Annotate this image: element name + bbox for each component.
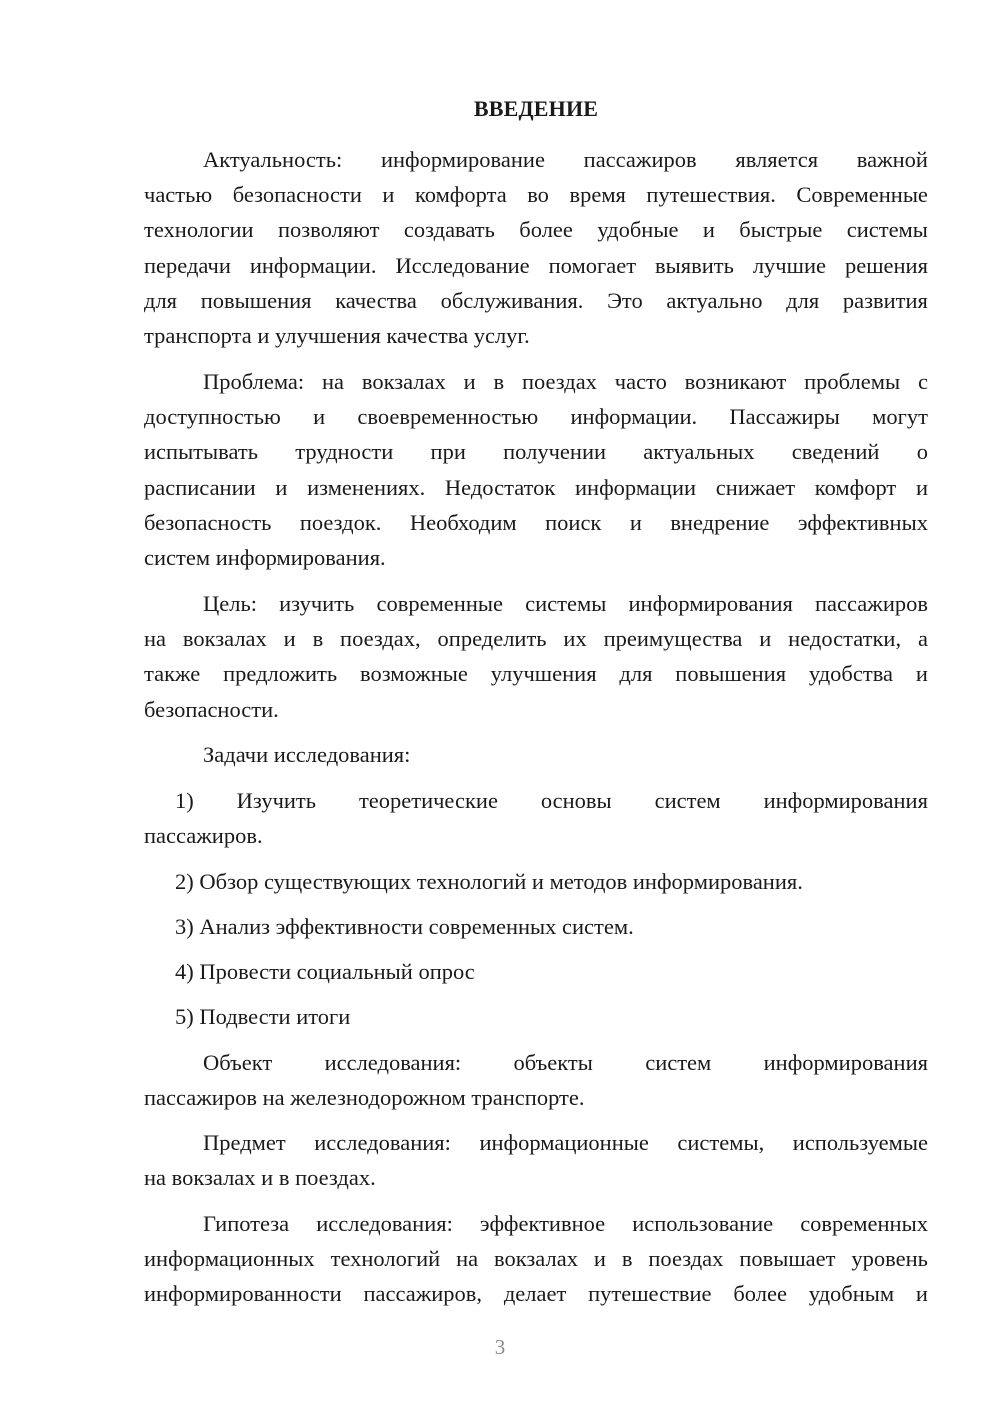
page-number: 3 [494, 1335, 506, 1359]
text-line: транспорта и улучшения качества услуг. [144, 323, 530, 349]
paragraph-subject [144, 1125, 928, 1195]
text-line: Гипотеза исследования: эффективное использование современных [203, 1211, 928, 1236]
text-line: Актуальность: информирование пассажиров является важной [203, 147, 928, 172]
text-line: Проблема: на вокзалах и в поездах часто возникают проблемы с [203, 369, 928, 394]
text-line: для повышения качества обслуживания. Это актуально для развития [144, 287, 928, 313]
text-line: информированности пассажиров, делает путешествие более удобным и [144, 1281, 928, 1307]
paragraph-relevance [144, 142, 928, 353]
text-line: безопасности. [144, 696, 279, 722]
text-line: частью безопасности и комфорта во время путешествия. Современные [144, 182, 928, 208]
text-line: пассажиров на железнодорожном транспорте. [144, 1085, 585, 1111]
text-line: на вокзалах и в поездах, определить их преимущества и недостатки, а [144, 626, 928, 652]
page-title: ВВЕДЕНИЕ [473, 96, 599, 121]
task-item-2: 2) Обзор существующих технологий и методов информирования. [175, 869, 803, 894]
text-line: 1) Изучить теоретические основы систем информирования [175, 788, 928, 813]
text-line: пассажиров. [144, 823, 263, 849]
text-line: систем информирования. [144, 545, 386, 571]
task-item-1 [144, 783, 928, 853]
tasks-heading: Задачи исследования: [203, 742, 411, 767]
text-line: расписании и изменениях. Недостаток информации снижает комфорт и [144, 474, 928, 500]
text-line: Цель: изучить современные системы информирования пассажиров [203, 591, 928, 616]
paragraph-hypothesis [144, 1206, 928, 1312]
text-line: передачи информации. Исследование помогает выявить лучшие решения [144, 252, 928, 278]
text-line: технологии позволяют создавать более удобные и быстрые системы [144, 217, 928, 243]
text-line: доступностью и своевременностью информации. Пассажиры могут [144, 404, 928, 430]
task-item-3: 3) Анализ эффективности современных систем. [175, 914, 634, 939]
task-item-5: 5) Подвести итоги [175, 1004, 351, 1029]
text-line: также предложить возможные улучшения для повышения удобства и [144, 661, 928, 687]
paragraph-goal [144, 586, 928, 727]
paragraph-problem [144, 364, 928, 575]
text-line: Предмет исследования: информационные системы, используемые [203, 1130, 928, 1155]
task-item-4: 4) Провести социальный опрос [175, 959, 475, 984]
paragraph-object [144, 1045, 928, 1115]
text-line: Объект исследования: объекты систем информирования [203, 1050, 928, 1075]
text-line: информационных технологий на вокзалах и в поездах повышает уровень [144, 1246, 928, 1272]
text-line: на вокзалах и в поездах. [144, 1165, 376, 1191]
text-line: безопасность поездок. Необходим поиск и внедрение эффективных [144, 509, 928, 535]
text-line: испытывать трудности при получении актуальных сведений о [144, 439, 928, 465]
